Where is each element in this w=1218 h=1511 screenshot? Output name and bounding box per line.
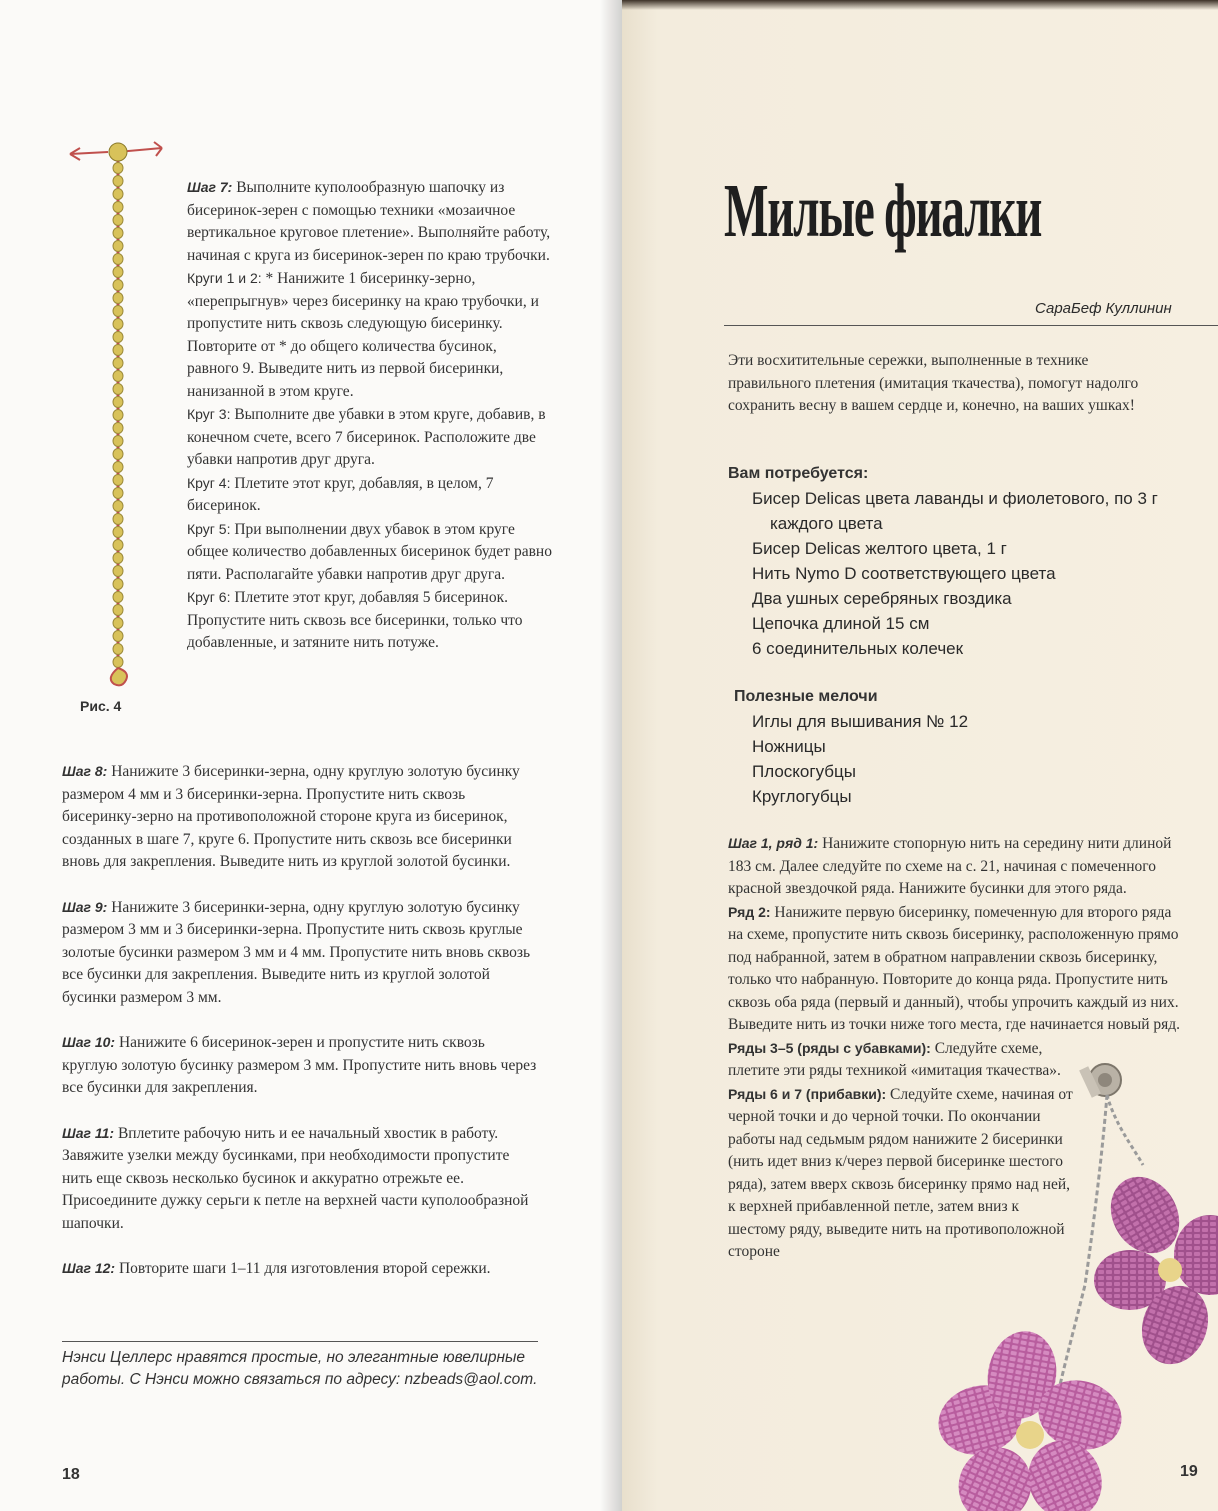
author-rule xyxy=(724,325,1218,326)
material-item: Нить Nymo D соответствующего цвета xyxy=(752,564,1056,583)
bead-icon xyxy=(113,501,123,512)
bead-icon xyxy=(113,228,123,239)
round6-label: Круг 6: xyxy=(187,589,231,605)
bead-icon xyxy=(113,241,123,252)
step10 xyxy=(62,1031,542,1100)
bead-icon xyxy=(113,319,123,330)
step11-label: Шаг 11: xyxy=(62,1124,115,1141)
step9-label: Шаг 9: xyxy=(62,898,108,915)
step7-block xyxy=(187,176,552,655)
step9-text: Нанижите 3 бисеринки-зерна, одну круглую золотую бусинку размером 3 мм и 3 бисеринки-зерна. Пропустите нить сквозь круглые золотые бусинки размером 3 мм и 4 мм. Пропустите нить вновь сквозь все бусинки для закрепления. Выведите нить из круглой золотой бусинки размером 3 мм. xyxy=(62,898,531,1006)
page-edge xyxy=(622,0,1218,10)
bead-icon xyxy=(113,566,123,577)
article-title: Милые фиалки xyxy=(724,169,1042,253)
tool-item: Плоскогубцы xyxy=(752,762,856,781)
bead-icon xyxy=(113,475,123,486)
step10-text: Нанижите 6 бисеринок-зерен и пропустите нить сквозь круглую золотую бусинку размером 3 мм. Пропустите нить вновь через все бусинки для закрепления. xyxy=(62,1034,537,1096)
tools-heading: Полезные мелочи xyxy=(734,688,878,705)
author-note: Нэнси Целлерс нравятся простые, но элегантные ювелирные работы. С Нэнси можно связаться по адресу: nzbeads@aol.com. xyxy=(62,1349,538,1388)
bead-icon xyxy=(113,423,123,434)
bead-icon xyxy=(113,436,123,447)
round6-text: Плетите этот круг, добавляя 5 бисеринок. Пропустите нить сквозь все бисеринки, только что добавленные, и затяните нить потуже. xyxy=(187,589,523,651)
bead-icon xyxy=(113,306,123,317)
round4-text: Плетите этот круг, добавляя, в целом, 7 бисеринок. xyxy=(187,474,494,514)
step1-text: Нанижите стопорную нить на середину нити длиной 183 см. Далее следуйте по схеме на с. 21, начиная с помеченного красной звездочкой ряда. Нанижите бусинки для этого ряда. xyxy=(728,835,1172,897)
tool-item: Круглогубцы xyxy=(752,787,852,806)
material-item: Цепочка длиной 15 см xyxy=(752,614,930,633)
bead-icon xyxy=(113,189,123,200)
step12-text: Повторите шаги 1–11 для изготовления второй сережки. xyxy=(118,1260,491,1277)
bead-icon xyxy=(113,618,123,629)
bead-icon xyxy=(113,293,123,304)
step10-label: Шаг 10: xyxy=(62,1034,116,1050)
bead-icon xyxy=(113,267,123,278)
bead-icon xyxy=(113,631,123,642)
bead-icon xyxy=(113,592,123,603)
bead-icon xyxy=(113,514,123,525)
bead-icon xyxy=(113,280,123,291)
step11 xyxy=(62,1122,542,1236)
step9 xyxy=(62,896,542,1010)
round3-text: Выполните две убавки в этом круге, добавив, в конечном счете, всего 7 бисеринок. Расположите две убавки напротив друг друга. xyxy=(187,406,546,468)
bead-icon xyxy=(113,540,123,551)
bead-icon xyxy=(113,384,123,395)
round3-label: Круг 3: xyxy=(187,406,231,422)
flower-earring-lower xyxy=(935,1326,1129,1511)
row35-text: Следуйте схеме, плетите эти ряды техникой «имитация ткачества». xyxy=(728,1039,1061,1079)
materials-list xyxy=(728,486,1208,661)
gutter-shadow xyxy=(600,0,622,1511)
bead-icon xyxy=(113,371,123,382)
bead-icon xyxy=(109,143,127,161)
bead-icon xyxy=(113,579,123,590)
bead-icon xyxy=(113,449,123,460)
bead-icon xyxy=(113,202,123,213)
bead-icon xyxy=(113,605,123,616)
step12 xyxy=(62,1257,542,1281)
intro-text: Эти восхитительные сережки, выполненные в технике правильного плетения (имитация ткачества), помогут надолго сохранить весну в вашем сердце и, конечно, на ваших ушках! xyxy=(728,352,1139,414)
bead-icon xyxy=(113,553,123,564)
row2-text: Нанижите первую бисеринку, помеченную для второго ряда на схеме, пропустите нить сквозь бисеринку, расположенную прямо под набранной, затем в обратном направлении сквозь бисеринку, только что набранную. Повторите до конца ряда. Пропустите нить сквозь оба ряда (первый и данный), чтобы упрочить каждый из них. Выведите нить из точки ниже того места, где начинается новый ряд. xyxy=(728,903,1181,1033)
round5-label: Круг 5: xyxy=(187,520,231,537)
material-item: Два ушных серебряных гвоздика xyxy=(752,589,1012,608)
author-name: СараБеф Куллинин xyxy=(1035,300,1172,317)
row35-label: Ряды 3–5 (ряды с убавками): xyxy=(728,1039,931,1056)
tools-list xyxy=(734,709,1134,809)
bead-icon xyxy=(113,163,123,174)
material-item: 6 соединительных колечек xyxy=(752,639,964,658)
round12-text: * Нанижите 1 бисеринку-зерно, «перепрыгнув» через бисеринку на краю трубочки, и пропустите нить сквозь следующую бисеринку. Повторите от * до общего количества бусинок, равного 9. Выведите нить из первой бисеринки, нанизанной в этом круге. xyxy=(187,270,539,400)
bead-icon xyxy=(113,527,123,538)
bead-icon xyxy=(113,644,123,655)
step7-text: Выполните куполообразную шапочку из бисеринок-зерен с помощью техники «мозаичное вертикальное круговое плетение». Выполняйте работу, начиная с круга из бисеринок-зерен по краю трубочки. xyxy=(187,179,551,264)
bead-column-illustration xyxy=(60,138,180,688)
materials-section xyxy=(728,465,1208,661)
row67-text: Следуйте схеме, начиная от черной точки и до черной точки. По окончании работы над седьмым рядом нанижите 2 бисеринки (нить идет вниз к/через первой бисеринке шестого ряда), затем вверх сквозь бисеринку прямо над ней, к верхней прибавленной петле, затем вниз к шестому ряду, выведите нить на противоположной стороне xyxy=(728,1085,1073,1260)
page-number-left: 18 xyxy=(62,1466,80,1483)
figure-caption: Рис. 4 xyxy=(80,698,122,714)
steps-8-12 xyxy=(62,760,542,1281)
bead-icon xyxy=(113,215,123,226)
bead-icon xyxy=(113,254,123,265)
step7-label: Шаг 7: xyxy=(187,179,233,195)
divider xyxy=(62,1341,538,1342)
step11-text: Вплетите рабочую нить и ее начальный хвостик в работу. Завяжите узелки между бусинками, при необходимости пропустите нить еще сквозь несколько бусинок и аккуратно отрежьте ее. Присоедините дужку серьги к петле на верхней части куполообразной шапочки. xyxy=(62,1124,529,1232)
flower-earring-upper xyxy=(1094,1164,1218,1373)
bead-icon xyxy=(113,176,123,187)
step1-label: Шаг 1, ряд 1: xyxy=(728,835,819,851)
violet-earrings-photo xyxy=(935,1055,1218,1511)
materials-heading: Вам потребуется: xyxy=(728,465,869,482)
round5-text: При выполнении двух убавок в этом круге общее количество добавленных бисеринок будет равно пяти. Располагайте убавки напротив друг друга. xyxy=(187,520,552,583)
bead-icon xyxy=(113,657,123,668)
step12-label: Шаг 12: xyxy=(62,1260,116,1276)
material-item: Бисер Delicas цвета лаванды и фиолетового, по 3 г xyxy=(752,489,1158,508)
material-item: каждого цвета xyxy=(770,514,883,533)
tool-item: Ножницы xyxy=(752,737,826,756)
step8 xyxy=(62,760,542,874)
bead-icon xyxy=(113,410,123,421)
material-item: Бисер Delicas желтого цвета, 1 г xyxy=(752,539,1007,558)
step8-text: Нанижите 3 бисеринки-зерна, одну круглую золотую бусинку размером 4 мм и 3 бисеринки-зерна. Пропустите нить сквозь бисеринку-зерно на противоположной стороне круга из бисеринок, созданных в шаге 7, круге 6. Пропустите нить сквозь все бисеринки вновь для закрепления. Выведите нить из круглой золотой бусинки. xyxy=(62,763,520,870)
page-number-right: 19 xyxy=(1180,1463,1198,1480)
row67-label: Ряды 6 и 7 (прибавки): xyxy=(728,1085,887,1102)
bead-icon xyxy=(113,397,123,408)
bead-icon xyxy=(113,488,123,499)
step8-label: Шаг 8: xyxy=(62,763,108,779)
bead-icon xyxy=(113,462,123,473)
tool-item: Иглы для вышивания № 12 xyxy=(752,712,969,731)
bead-icon xyxy=(113,358,123,369)
row2-label: Ряд 2: xyxy=(728,903,771,920)
tools-section xyxy=(734,688,1134,809)
round4-label: Круг 4: xyxy=(187,474,231,491)
bead-icon xyxy=(113,345,123,356)
bead-icon xyxy=(113,332,123,343)
round12-label: Круги 1 и 2: xyxy=(187,270,262,286)
